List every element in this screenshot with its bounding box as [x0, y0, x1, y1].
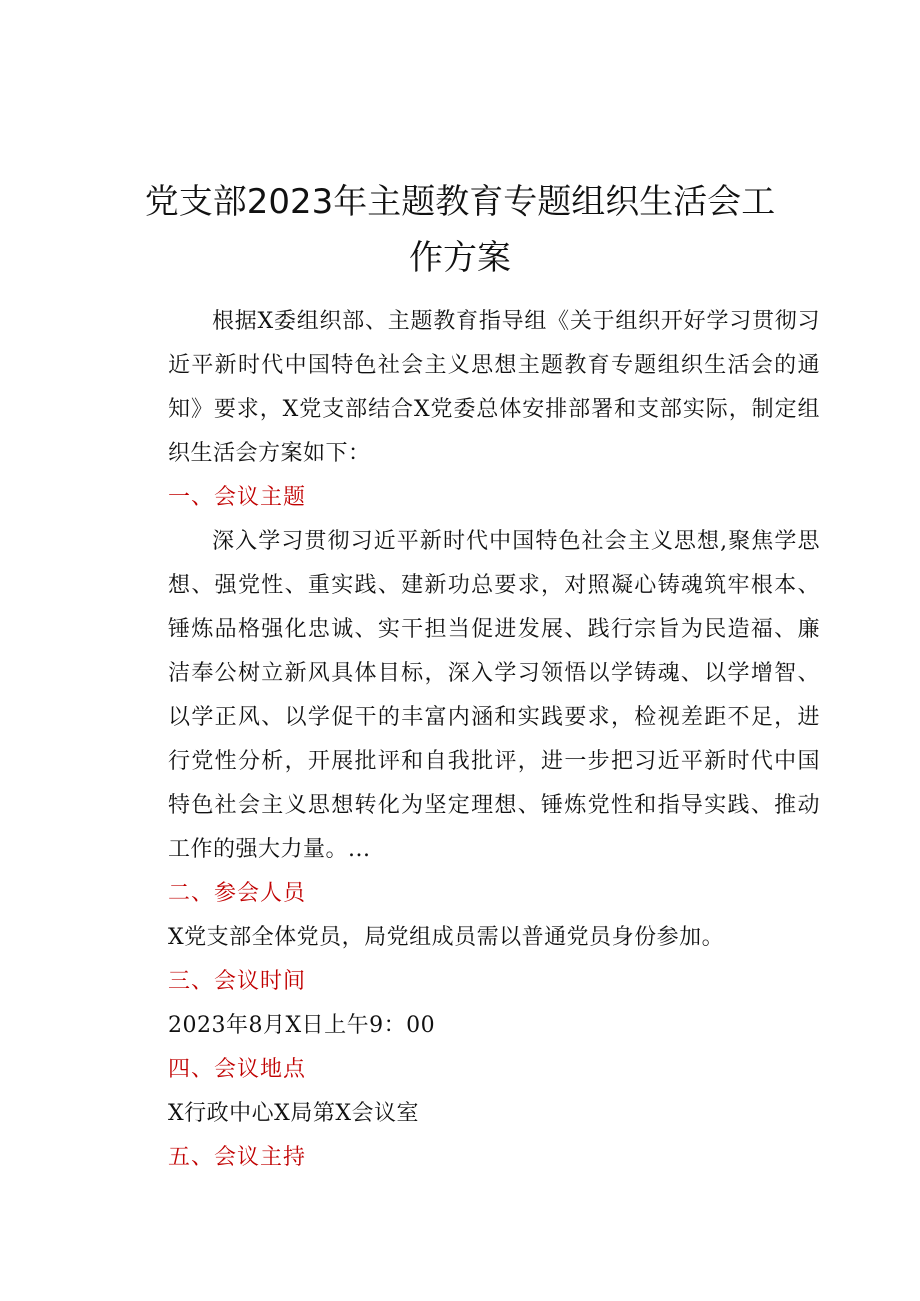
section-body-location: X行政中心X局第X会议室	[168, 1101, 419, 1126]
section-body-attendees: X党支部全体党员，局党组成员需以普通党员身份参加。	[168, 925, 725, 950]
section-body-time: 2023年8月X日上午9：00	[168, 1013, 436, 1038]
title-line-1: 党支部2023年主题教育专题组织生活会工	[144, 182, 776, 222]
section-heading-attendees: 二、参会人员	[168, 881, 307, 906]
intro-paragraph: 根据X委组织部、主题教育指导组《关于组织开好学习贯彻习近平新时代中国特色社会主义思想主题教育专题组织生活会的通知》要求，X党支部结合X党委总体安排部署和支部实际，制定组织生活会方案如下：	[168, 309, 820, 466]
section-heading-theme: 一、会议主题	[168, 485, 307, 510]
title-line-2: 作方案	[409, 238, 511, 278]
section-heading-host: 五、会议主持	[168, 1145, 307, 1170]
document-title	[120, 174, 800, 286]
section-heading-location: 四、会议地点	[168, 1057, 307, 1082]
section-body-theme: 深入学习贯彻习近平新时代中国特色社会主义思想,聚焦学思想、强党性、重实践、建新功总要求，对照凝心铸魂筑牢根本、锤炼品格强化忠诚、实干担当促进发展、践行宗旨为民造福、廉洁奉公树立新风具体目标，深入学习领悟以学铸魂、以学增智、以学正风、以学促干的丰富内涵和实践要求，检视差距不足，进行党性分析，开展批评和自我批评，进一步把习近平新时代中国特色社会主义思想转化为坚定理想、锤炼党性和指导实践、推动工作的强大力量。...	[168, 529, 820, 862]
document-body	[168, 300, 820, 1180]
section-heading-time: 三、会议时间	[168, 969, 307, 994]
